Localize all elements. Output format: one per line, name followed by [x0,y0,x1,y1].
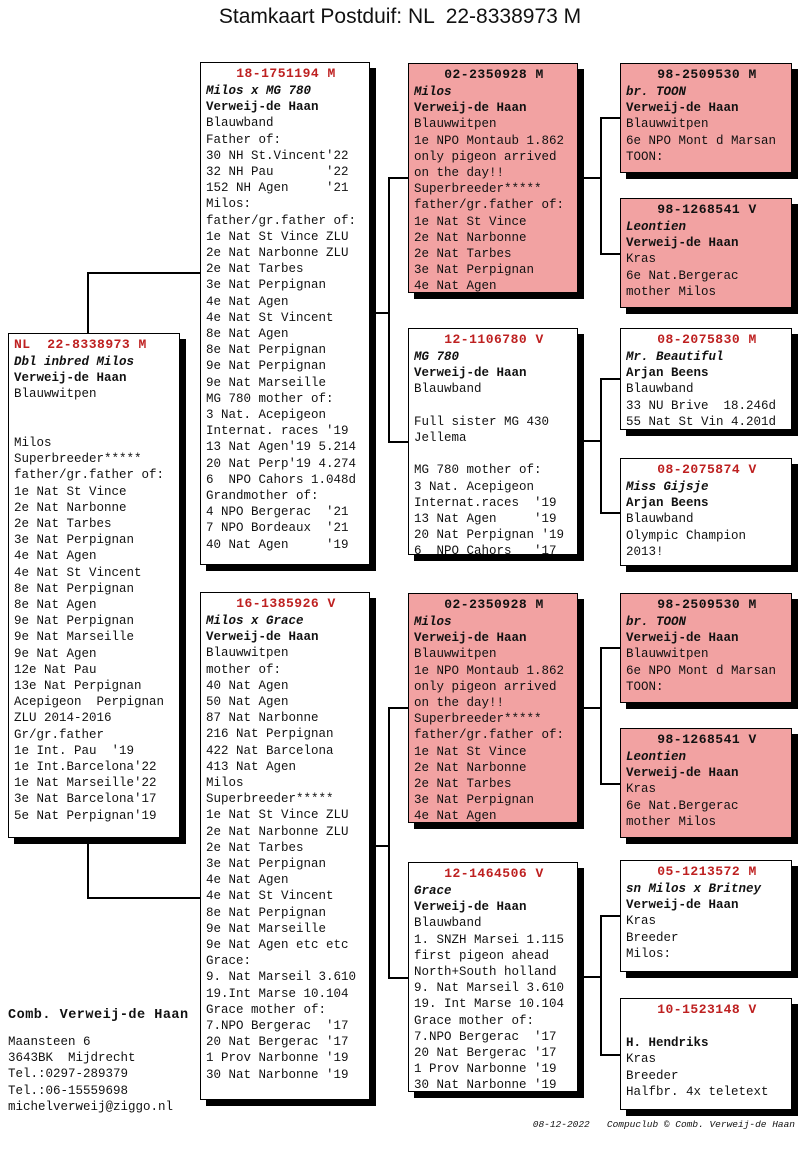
pedigree-line: first pigeon ahead [414,948,550,963]
pedigree-line: Blauwband [626,512,694,527]
pedigree-line: 9e Nat Agen [14,646,97,661]
pedigree-line: Kras [626,1052,657,1067]
pedigree-line: Full sister MG 430 [414,414,550,429]
pigeon-name: Mr. Beautiful [626,350,724,364]
pigeon-name: Milos [414,85,452,99]
pedigree-line: Superbreeder***** [414,182,542,197]
ring-number: 12-1464506 V [444,866,544,881]
pedigree-box-greatgrandparent-8 [620,998,792,1110]
connector-line [388,177,408,179]
pigeon-name: MG 780 [414,350,460,364]
pedigree-line: 6 NPO Cahors 1.048d [206,472,357,487]
pedigree-line: Kras [626,914,657,929]
pedigree-box-mother [200,592,370,1100]
breeder-address-lines [8,1034,189,1115]
connector-line [388,707,390,979]
connector-line [370,312,390,314]
pedigree-line: 3e Nat Perpignan [414,263,535,278]
breeder-address-line: 3643BK Mijdrecht [8,1051,136,1066]
breeder-address-line: Maansteen 6 [8,1035,91,1049]
pedigree-line: 9e Nat Marseille [206,375,327,390]
pedigree-line: Halfbr. 4x teletext [626,1084,769,1099]
pedigree-line: Kras [626,252,657,267]
pigeon-name: Milos x Grace [206,614,304,628]
connector-line [600,783,620,785]
connector-line [578,707,602,709]
pedigree-line: 30 Nat Narbonne '19 [206,1067,349,1082]
pedigree-line: Blauwwitpen [414,117,497,132]
connector-line [87,272,89,333]
ring-number: 02-2350928 M [444,597,544,612]
owner-name: Verweij-de Haan [626,898,739,913]
ring-number: 08-2075830 M [657,332,757,347]
ring-number: 18-1751194 M [236,66,336,81]
connector-line [600,1054,620,1056]
pedigree-line: 4e Nat Agen [206,294,289,309]
pedigree-line: Gr/gr.father [14,727,105,742]
pedigree-line: 8e Nat Perpignan [14,581,135,596]
pedigree-line: MG 780 mother of: [206,391,334,406]
owner-name: Verweij-de Haan [414,631,527,646]
pedigree-line: 6e Nat.Bergerac [626,798,739,813]
pedigree-box-greatgrandparent-6 [620,728,792,838]
pedigree-line: 20 Nat Bergerac '17 [206,1035,349,1050]
pedigree-line: Blauwband [206,116,274,131]
pedigree-line: 87 Nat Narbonne [206,711,319,726]
pedigree-line: 3e Nat Perpignan [206,278,327,293]
pedigree-line: 20 Nat Bergerac '17 [414,1046,557,1061]
pedigree-line: Milos: [206,197,252,212]
owner-name: Arjan Beens [626,366,709,381]
pedigree-line: on the day!! [414,166,505,181]
ring-number: 10-1523148 V [657,1002,757,1017]
pigeon-name: Milos x MG 780 [206,84,312,98]
pedigree-line: 30 Nat Narbonne '19 [414,1078,557,1092]
connector-line [600,915,620,917]
pedigree-line: 1e NPO Montaub 1.862 [414,663,565,678]
pedigree-line: 2e Nat Narbonne [414,230,527,245]
pedigree-line: 1e Int.Barcelona'22 [14,760,157,775]
pigeon-name: sn Milos x Britney [626,882,762,896]
pedigree-line: 216 Nat Perpignan [206,727,334,742]
pedigree-line: Acepigeon Perpignan [14,695,165,710]
pedigree-line: 6e NPO Mont d Marsan [626,133,777,148]
connector-line [600,915,602,1056]
pedigree-line: 40 Nat Agen '19 [206,537,349,552]
pedigree-line: Blauwwitpen [14,387,97,402]
pedigree-line: 4e Nat Agen [206,873,289,888]
pedigree-line: 9e Nat Marseille [14,630,135,645]
pedigree-line: 2e Nat Tarbes [14,517,112,531]
ring-number: 05-1213572 M [657,864,757,879]
owner-name: Verweij-de Haan [206,100,319,115]
pedigree-line: 3e Nat Perpignan [414,793,535,808]
connector-line [600,117,602,255]
connector-line [578,177,602,179]
pedigree-box-greatgrandparent-3 [620,328,792,430]
connector-line [87,897,200,899]
connector-line [600,117,620,119]
connector-line [600,378,602,514]
pedigree-line: only pigeon arrived [414,679,557,694]
ring-number: 98-2509530 M [657,597,757,612]
pedigree-line: 55 Nat St Vin 4.201d [626,414,777,429]
pedigree-line: 1e NPO Montaub 1.862 [414,133,565,148]
pedigree-line: 9e Nat Perpignan [206,359,327,374]
pedigree-line: Breeder [626,930,679,945]
pedigree-line: 20 Nat Perpignan '19 [414,528,565,543]
owner-name: Verweij-de Haan [414,366,527,381]
pedigree-line: Milos [206,776,244,791]
connector-line [600,647,602,785]
pedigree-line: 2e Nat Narbonne ZLU [206,824,349,839]
pedigree-line: 9. Nat Marseil 3.610 [414,981,565,996]
pedigree-line: father/gr.father of: [14,468,165,483]
pedigree-line: 5e Nat Perpignan'19 [14,808,157,823]
owner-name: Arjan Beens [626,496,709,511]
pedigree-line: 7 NPO Bordeaux '21 [206,521,349,536]
pedigree-box-father [200,62,370,565]
pedigree-line: Superbreeder***** [414,712,542,727]
pedigree-line: 12e Nat Pau [14,662,97,677]
pedigree-line: 2e Nat Tarbes [414,247,512,262]
pedigree-line: mother of: [206,662,282,677]
connector-line [600,512,620,514]
pedigree-line: 8e Nat Agen [14,598,97,613]
pedigree-line: MG 780 mother of: [414,463,542,478]
pedigree-line: 13 Nat Agen'19 5.214 [206,440,357,455]
pedigree-line: 8e Nat Agen [206,327,289,342]
pedigree-line: 1 Prov Narbonne '19 [414,1062,557,1077]
pigeon-name: Miss Gijsje [626,480,709,494]
pedigree-box-greatgrandparent-4 [620,458,792,566]
connector-line [600,378,620,380]
pedigree-line: Father of: [206,132,282,147]
pedigree-line: 3e Nat Barcelona'17 [14,792,157,807]
connector-line [600,253,620,255]
pigeon-name: Leontien [626,750,687,764]
pigeon-name: br. TOON [626,85,687,99]
pedigree-line: 1e Nat St Vince [414,744,527,759]
pedigree-line: 2e Nat Tarbes [206,262,304,277]
ring-number: 98-2509530 M [657,67,757,82]
pedigree-line: 1. SNZH Marsei 1.115 [414,932,565,947]
pedigree-line: 4e Nat Agen [414,809,497,823]
pedigree-box-subject [8,333,180,838]
pedigree-box-greatgrandparent-5 [620,593,792,703]
ring-number: 08-2075874 V [657,462,757,477]
pedigree-line: father/gr.father of: [206,213,357,228]
pedigree-line: Grace mother of: [206,1002,327,1017]
pedigree-line: 1e Int. Pau '19 [14,743,135,758]
connector-line [578,976,602,978]
pedigree-box-grandfather-paternal [408,63,578,293]
pedigree-line [14,403,176,419]
pigeon-name: Milos [414,615,452,629]
owner-name: Verweij-de Haan [626,631,739,646]
owner-name: Verweij-de Haan [14,371,127,386]
pedigree-line: 3e Nat Perpignan [206,857,327,872]
pedigree-line: 32 NH Pau '22 [206,165,349,180]
pedigree-line: 4e Nat Agen [414,279,497,293]
connector-line [388,441,408,443]
pedigree-line: 7.NPO Bergerac '17 [414,1029,557,1044]
connector-line [388,177,390,443]
pedigree-line: 6e NPO Mont d Marsan [626,663,777,678]
pedigree-line: Grace mother of: [414,1013,535,1028]
pedigree-line: 8e Nat Perpignan [206,905,327,920]
pedigree-line: Breeder [626,1068,679,1083]
pedigree-line: 4e Nat Agen [14,549,97,564]
pedigree-line: only pigeon arrived [414,149,557,164]
pedigree-line: 9e Nat Marseille [206,921,327,936]
pedigree-line: 4e Nat St Vincent [14,565,142,580]
pedigree-line: Blauwwitpen [626,117,709,132]
pedigree-line: Superbreeder***** [14,452,142,467]
pedigree-line: 1e Nat Marseille'22 [14,776,157,791]
ring-number: 02-2350928 M [444,67,544,82]
pedigree-line: 1e Nat St Vince [414,214,527,229]
owner-name: Verweij-de Haan [206,630,319,645]
breeder-address-line: michelverweij@ziggo.nl [8,1099,174,1114]
pedigree-line: 20 Nat Perp'19 4.274 [206,456,357,471]
pedigree-line [14,419,176,435]
pedigree-line: 2e Nat Tarbes [206,840,304,855]
pedigree-line: Internat. races '19 [206,424,349,439]
pedigree-line: 152 NH Agen '21 [206,181,349,196]
ring-number: 12-1106780 V [444,332,544,347]
ring-number: 98-1268541 V [657,732,757,747]
pedigree-line: 9e Nat Perpignan [14,614,135,629]
ring-number: 16-1385926 V [236,596,336,611]
pigeon-name: Dbl inbred Milos [14,355,135,369]
pedigree-line: 2e Nat Narbonne [14,500,127,515]
breeder-name: Comb. Verweij-de Haan [8,1008,189,1023]
connector-line [578,440,602,442]
owner-name: Verweij-de Haan [626,766,739,781]
pedigree-line: Blauwband [626,382,694,397]
pedigree-line: 4e Nat St Vincent [206,310,334,325]
pedigree-line: father/gr.father of: [414,728,565,743]
pedigree-line: 4 NPO Bergerac '21 [206,505,349,520]
ring-number: 98-1268541 V [657,202,757,217]
pigeon-name: Leontien [626,220,687,234]
pigeon-name: br. TOON [626,615,687,629]
pedigree-box-greatgrandparent-1 [620,63,792,173]
pedigree-line: on the day!! [414,696,505,711]
pedigree-line: 40 Nat Agen [206,678,289,693]
pedigree-line: 50 Nat Agen [206,695,289,710]
pedigree-line: mother Milos [626,284,717,299]
pedigree-line: 422 Nat Barcelona [206,743,334,758]
breeder-address-line: Tel.:06-15559698 [8,1083,129,1098]
pedigree-line: Grandmother of: [206,489,319,504]
pedigree-line: 1e Nat St Vince ZLU [206,229,349,244]
pedigree-line: Milos [14,435,52,450]
connector-line [370,845,390,847]
pedigree-line: 3 Nat. Acepigeon [206,408,327,423]
pedigree-line: Blauwwitpen [414,647,497,662]
pedigree-line: TOON: [626,149,664,164]
connector-line [87,272,200,274]
pedigree-line: Blauwwitpen [206,646,289,661]
pedigree-line: 2e Nat Narbonne [414,760,527,775]
breeder-info [8,1008,189,1115]
pedigree-line: Kras [626,782,657,797]
ring-number: NL 22-8338973 M [14,337,147,352]
pedigree-line: 7.NPO Bergerac '17 [206,1019,349,1034]
owner-name: Verweij-de Haan [414,101,527,116]
pedigree-line: Blauwwitpen [626,647,709,662]
pedigree-line: 4e Nat St Vincent [206,889,334,904]
owner-name: Verweij-de Haan [626,101,739,116]
connector-line [388,977,408,979]
pedigree-line: 30 NH St.Vincent'22 [206,148,349,163]
connector-line [600,647,620,649]
owner-name: H. Hendriks [626,1036,709,1051]
pedigree-line: 13 Nat Agen '19 [414,512,557,526]
pedigree-line: 19.Int Marse 10.104 [206,986,349,1001]
pedigree-line: 1e Nat St Vince [14,484,127,499]
pedigree-box-grandfather-maternal [408,593,578,823]
pedigree-line: North+South holland [414,965,557,980]
pedigree-line: Jellema [414,431,467,445]
footer-credit: 08-12-2022 Compuclub © Comb. Verweij-de Haan [532,1119,795,1130]
pedigree-line: 8e Nat Perpignan [206,343,327,358]
pedigree-line: 9. Nat Marseil 3.610 [206,970,357,985]
pedigree-line: 3 Nat. Acepigeon [414,479,535,494]
pedigree-box-greatgrandparent-2 [620,198,792,308]
pedigree-box-grandmother-paternal [408,328,578,555]
pedigree-line [414,446,574,462]
pedigree-line: 2013! [626,544,664,559]
pedigree-line: father/gr.father of: [414,198,565,213]
pedigree-line: Blauwband [414,916,482,931]
page-title: Stamkaart Postduif: NL 22-8338973 M [218,5,582,28]
pedigree-box-grandmother-maternal [408,862,578,1092]
connector-line [388,707,408,709]
pedigree-line: 2e Nat Narbonne ZLU [206,246,349,261]
owner-name: Verweij-de Haan [626,236,739,251]
pedigree-line: 1 Prov Narbonne '19 [206,1051,349,1066]
pedigree-line: Internat.races '19 [414,495,557,510]
pedigree-line: 1e Nat St Vince ZLU [206,808,349,823]
pedigree-box-greatgrandparent-7 [620,860,792,972]
pedigree-line: TOON: [626,679,664,694]
pedigree-line: 33 NU Brive 18.246d [626,398,777,413]
pedigree-line: Grace: [206,954,252,969]
owner-name: Verweij-de Haan [414,900,527,915]
pedigree-line: ZLU 2014-2016 [14,711,112,726]
pedigree-line: Superbreeder***** [206,792,334,807]
pedigree-line: 9e Nat Agen etc etc [206,938,349,953]
pedigree-line: 6e Nat.Bergerac [626,268,739,283]
pedigree-line: Olympic Champion [626,528,747,543]
pedigree-line: 19. Int Marse 10.104 [414,997,565,1012]
pedigree-line: mother Milos [626,814,717,829]
pedigree-line: 3e Nat Perpignan [14,533,135,548]
pedigree-line [414,398,574,414]
pedigree-line: 2e Nat Tarbes [414,777,512,792]
pedigree-line: 6 NPO Cahors '17 [414,544,557,555]
pedigree-line: Milos: [626,946,672,961]
connector-line [87,838,89,899]
pigeon-name [626,1019,788,1035]
pedigree-line: 13e Nat Perpignan [14,679,142,694]
pedigree-line: 413 Nat Agen [206,759,297,774]
breeder-address-line: Tel.:0297-289379 [8,1067,129,1082]
pigeon-name: Grace [414,884,452,898]
pedigree-line: Blauwband [414,382,482,397]
